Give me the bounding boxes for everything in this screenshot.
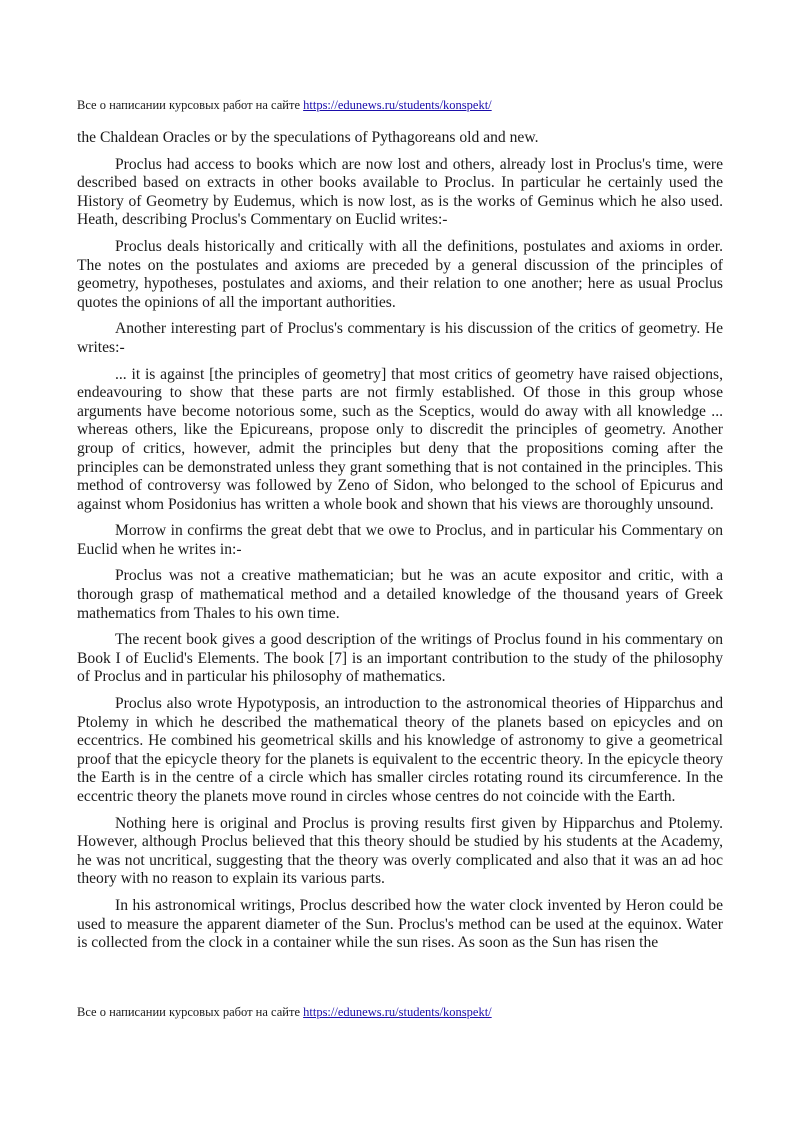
paragraph: The recent book gives a good description of the writings of Proclus found in his commentary on Book I of Euclid's Elements. The book [7] is an important contribution to the study of the philosophy of Proclus and in particular his philosophy of mathematics. — [77, 631, 723, 686]
paragraph: the Chaldean Oracles or by the speculations of Pythagoreans old and new. — [77, 129, 539, 146]
paragraph: Another interesting part of Proclus's commentary is his discussion of the critics of geometry. He writes:- — [77, 320, 723, 356]
paragraph: Proclus had access to books which are now lost and others, already lost in Proclus's time, were described based on extracts in other books available to Proclus. In particular he certainly used the History of Geometry by Eudemus, which is now lost, as is the works of Geminus which he also used. Heath, describing Proclus's Commentary on Euclid writes:- — [77, 155, 723, 229]
quote-paragraph: ... it is against [the principles of geometry] that most critics of geometry have raised objections, endeavouring to show that these parts are not firmly established. Of those in this group whose arguments have become notorious some, such as the Sceptics, would do away with all knowledge ... whereas others, like the Epicureans, propose only to discredit the principles of geometry. Another group of critics, however, admit the principles but deny that the propositions coming after the principles can be demonstrated unless they grant something that is not contained in the principles. This method of controversy was followed by Zeno of Sidon, who belonged to the school of Epicurus and against whom Posidonius has written a whole book and shown that his views are thoroughly unsound. — [77, 365, 723, 513]
paragraph: Nothing here is original and Proclus is proving results first given by Hipparchus and Ptolemy. However, although Proclus believed that this theory should be studied by his students at the Academy, he was not uncritical, suggesting that the theory was overly complicated and also that it was an ad hoc theory with no reason to explain its various parts. — [77, 814, 723, 888]
footer-link[interactable]: https://edunews.ru/students/konspekt/ — [303, 1005, 492, 1019]
paragraph: Proclus deals historically and critically with all the definitions, postulates and axioms in order. The notes on the postulates and axioms are preceded by a general discussion of the principles of geometry, hypotheses, postulates and axioms, and their relation to one another; here as usual Proclus quotes the opinions of all the important authorities. — [77, 237, 723, 311]
document-body — [77, 129, 723, 961]
header-link[interactable]: https://edunews.ru/students/konspekt/ — [303, 98, 492, 112]
paragraph: Proclus also wrote Hypotyposis, an introduction to the astronomical theories of Hipparchus and Ptolemy in which he described the mathematical theory of the planets based on epicycles and on eccentrics. He combined his geometrical skills and his knowledge of astronomy to give a geometrical proof that the epicycle theory for the planets is equivalent to the eccentric theory. In the epicycle theory the Earth is in the centre of a circle which has smaller circles rotating round its circumference. In the eccentric theory the planets move round in circles whose centres do not coincide with the Earth. — [77, 695, 723, 805]
paragraph: Morrow in confirms the great debt that we owe to Proclus, and in particular his Commentary on Euclid when he writes in:- — [77, 522, 723, 558]
page-footer — [77, 1004, 737, 1020]
header-text: Все о написании курсовых работ на сайте — [77, 98, 304, 112]
footer-text: Все о написании курсовых работ на сайте — [77, 1005, 304, 1019]
paragraph: In his astronomical writings, Proclus described how the water clock invented by Heron could be used to measure the apparent diameter of the Sun. Proclus's method can be used at the equinox. Water is collected from the clock in a container while the sun rises. As soon as the Sun has risen the — [77, 896, 723, 952]
page-header — [77, 97, 737, 113]
quote-paragraph: Proclus was not a creative mathematician; but he was an acute expositor and critic, with a thorough grasp of mathematical method and a detailed knowledge of the thousand years of Greek mathematics from Thales to his own time. — [77, 567, 723, 622]
